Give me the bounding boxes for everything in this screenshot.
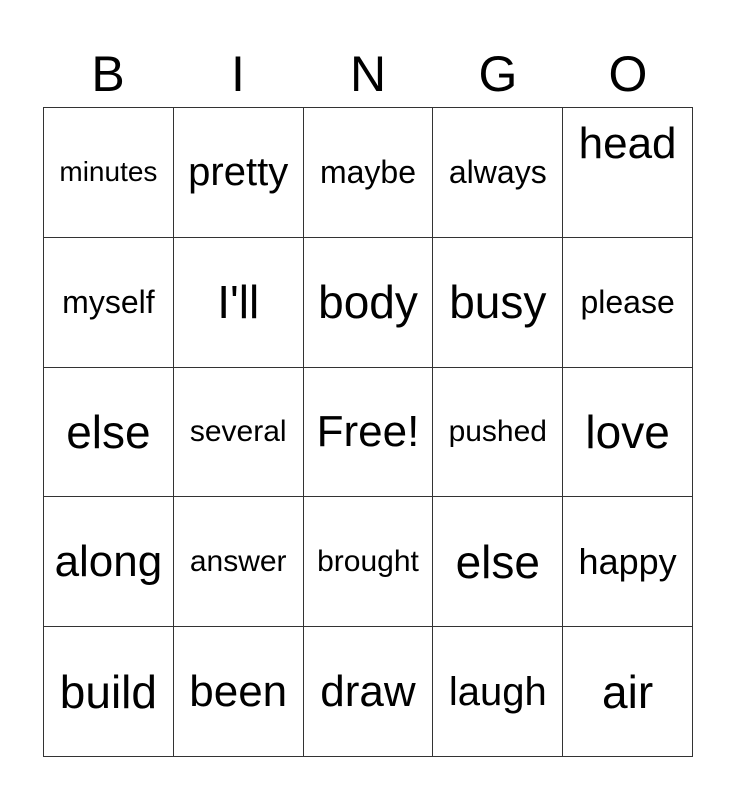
bingo-cell[interactable]: answer xyxy=(174,497,304,627)
bingo-cell[interactable]: pushed xyxy=(433,368,563,498)
bingo-board xyxy=(43,107,693,757)
bingo-cell[interactable]: head xyxy=(563,108,693,238)
bingo-cell[interactable]: always xyxy=(433,108,563,238)
bingo-cell[interactable]: brought xyxy=(304,497,434,627)
bingo-cell[interactable]: air xyxy=(563,627,693,757)
header-letter-b: B xyxy=(91,46,125,102)
bingo-cell[interactable]: myself xyxy=(44,238,174,368)
bingo-cell[interactable]: build xyxy=(44,627,174,757)
bingo-header xyxy=(43,42,693,106)
header-letter-o: O xyxy=(608,46,648,102)
bingo-cell[interactable]: I'll xyxy=(174,238,304,368)
bingo-cell[interactable]: happy xyxy=(563,497,693,627)
bingo-cell[interactable]: busy xyxy=(433,238,563,368)
header-letter-g: G xyxy=(478,46,518,102)
bingo-cell[interactable]: maybe xyxy=(304,108,434,238)
bingo-cell[interactable]: pretty xyxy=(174,108,304,238)
bingo-cell[interactable]: body xyxy=(304,238,434,368)
bingo-cell[interactable]: been xyxy=(174,627,304,757)
bingo-cell[interactable]: laugh xyxy=(433,627,563,757)
bingo-cell[interactable]: else xyxy=(433,497,563,627)
bingo-cell[interactable]: love xyxy=(563,368,693,498)
header-letter-i: I xyxy=(231,46,245,102)
bingo-cell[interactable]: minutes xyxy=(44,108,174,238)
free-space-cell[interactable]: Free! xyxy=(304,368,434,498)
bingo-cell[interactable]: else xyxy=(44,368,174,498)
bingo-cell[interactable]: draw xyxy=(304,627,434,757)
header-letter-n: N xyxy=(349,46,387,102)
bingo-cell[interactable]: several xyxy=(174,368,304,498)
bingo-cell[interactable]: along xyxy=(44,497,174,627)
bingo-cell[interactable]: please xyxy=(563,238,693,368)
